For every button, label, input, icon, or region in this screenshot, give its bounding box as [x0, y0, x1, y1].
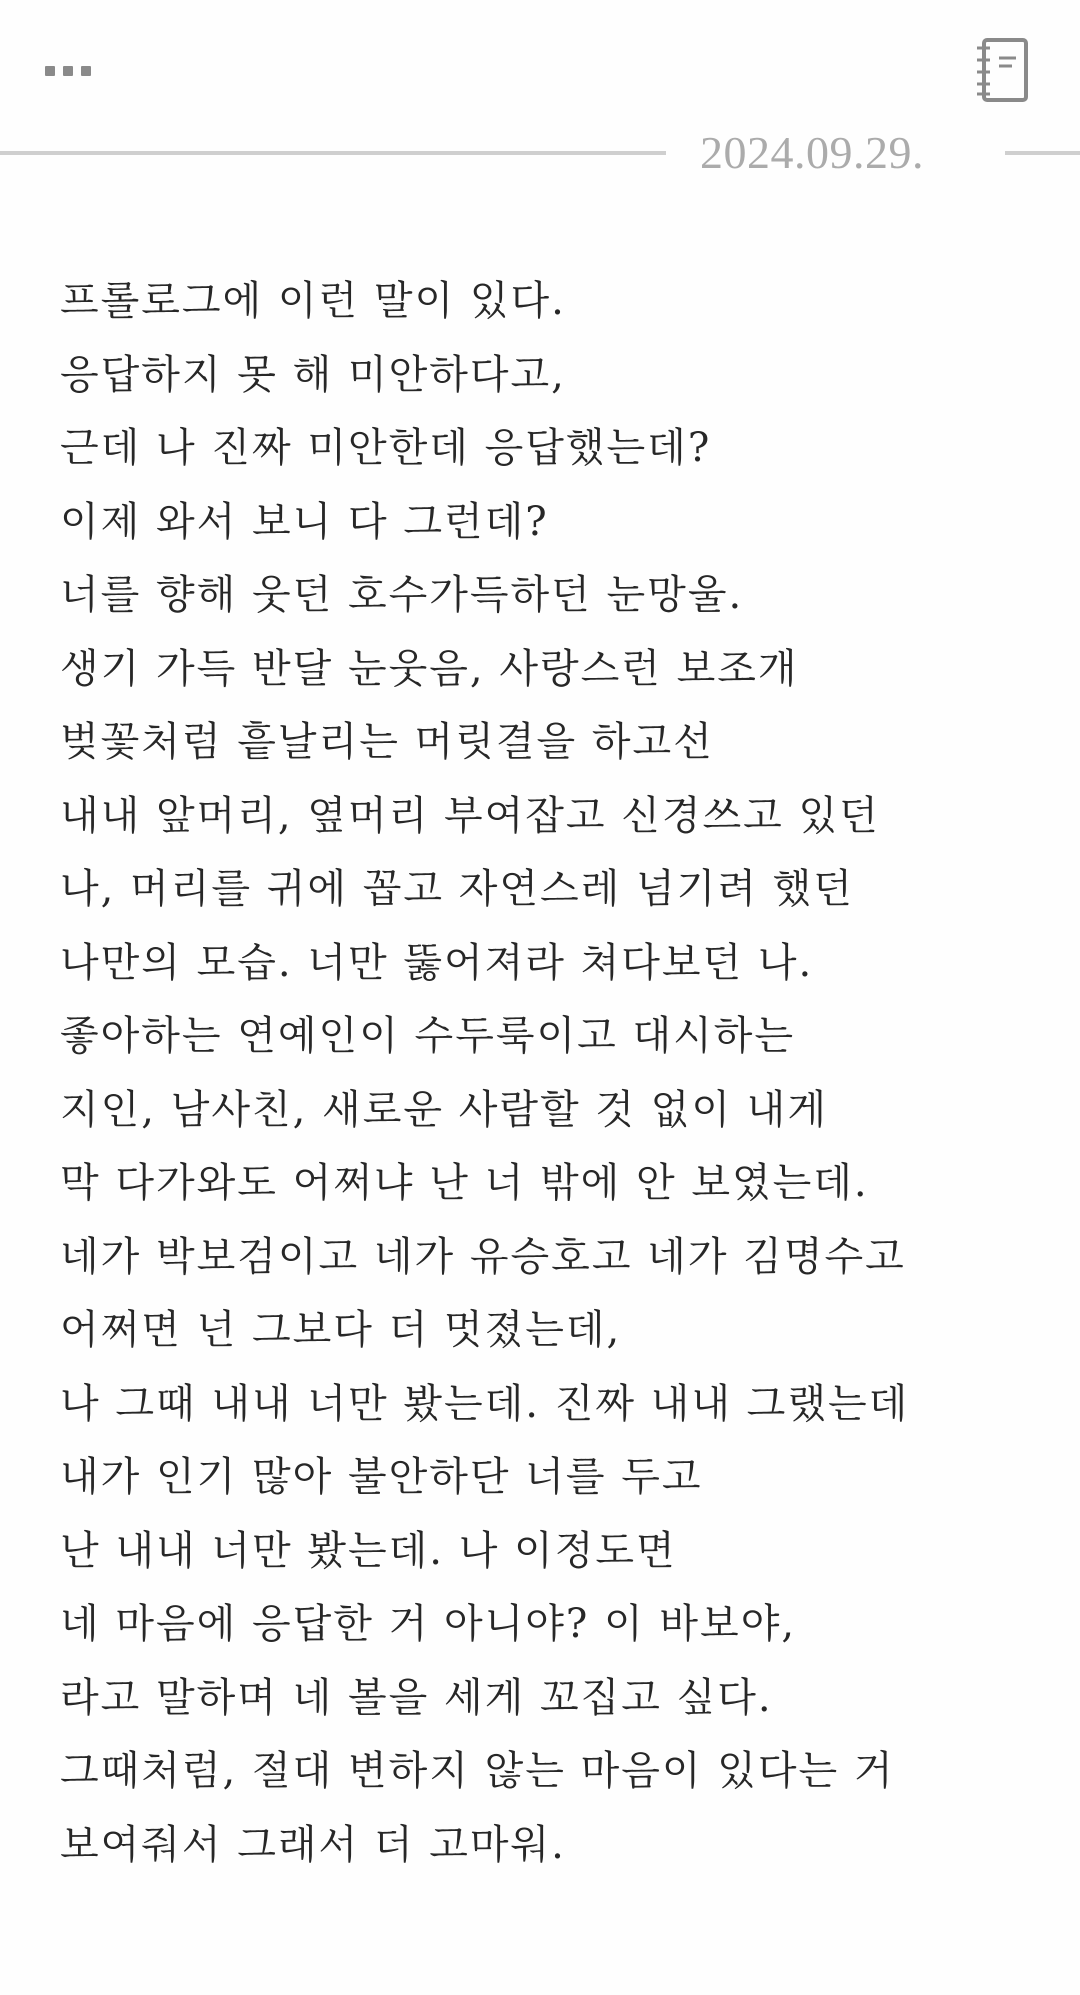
entry-line: 이제 와서 보니 다 그런데? [60, 498, 549, 545]
entry-line: 라고 말하며 네 볼을 세게 꼬집고 싶다. [60, 1674, 773, 1721]
entry-line: 나, 머리를 귀에 꼽고 자연스레 넘기려 했던 [60, 866, 854, 912]
entry-line: 생기 가득 반달 눈웃음, 사랑스런 보조개 [60, 645, 799, 692]
entry-line: 프롤로그에 이런 말이 있다. [60, 278, 566, 324]
entry-line: 네가 박보검이고 네가 유승호고 네가 김명수고 [60, 1233, 906, 1280]
entry-line: 그때처럼, 절대 변하지 않는 마음이 있다는 거 [60, 1748, 895, 1794]
entry-line: 나만의 모습. 너만 뚫어져라 쳐다보던 나. [60, 939, 814, 986]
entry-line: 막 다가와도 어쩌냐 난 너 밖에 안 보였는데. [60, 1160, 869, 1206]
entry-line: 응답하지 못 해 미안하다고, [60, 351, 566, 398]
entry-line: 나 그때 내내 너만 봤는데. 진짜 내내 그랬는데 [60, 1380, 910, 1427]
entry-line: 내가 인기 많아 불안하단 너를 두고 [60, 1454, 703, 1500]
entry-line: 내내 앞머리, 옆머리 부여잡고 신경쓰고 있던 [60, 792, 880, 839]
entry-line: 좋아하는 연예인이 수두룩이고 대시하는 [60, 1013, 796, 1059]
notebook-button[interactable] [970, 28, 1034, 112]
entry-line: 네 마음에 응답한 거 아니야? 이 바보야, [60, 1601, 797, 1647]
divider-right [1005, 151, 1080, 155]
more-options-button[interactable] [30, 44, 106, 98]
entry-line: 너를 향해 웃던 호수가득하던 눈망울. [60, 572, 744, 618]
divider-left [0, 151, 666, 155]
entry-line: 벚꽃처럼 흩날리는 머릿결을 하고선 [60, 719, 714, 765]
entry-line: 지인, 남사친, 새로운 사람할 것 없이 내게 [60, 1086, 828, 1133]
entry-line: 보여줘서 그래서 더 고마워. [60, 1821, 566, 1868]
entry-line: 근데 나 진짜 미안한데 응답했는데? [60, 425, 712, 471]
more-dots-icon [45, 66, 55, 76]
notebook-icon [970, 28, 1034, 112]
date-header [0, 125, 1080, 185]
entry-line: 난 내내 너만 봤는데. 나 이정도면 [60, 1527, 677, 1574]
entry-date: 2024.09.29. [700, 127, 924, 178]
entry-line: 어쩌면 넌 그보다 더 멋졌는데, [60, 1307, 622, 1353]
entry-body [60, 265, 1050, 1882]
top-toolbar [0, 0, 1080, 130]
more-dots-icon-dot-3 [81, 66, 91, 76]
more-dots-icon-dot-2 [63, 66, 73, 76]
